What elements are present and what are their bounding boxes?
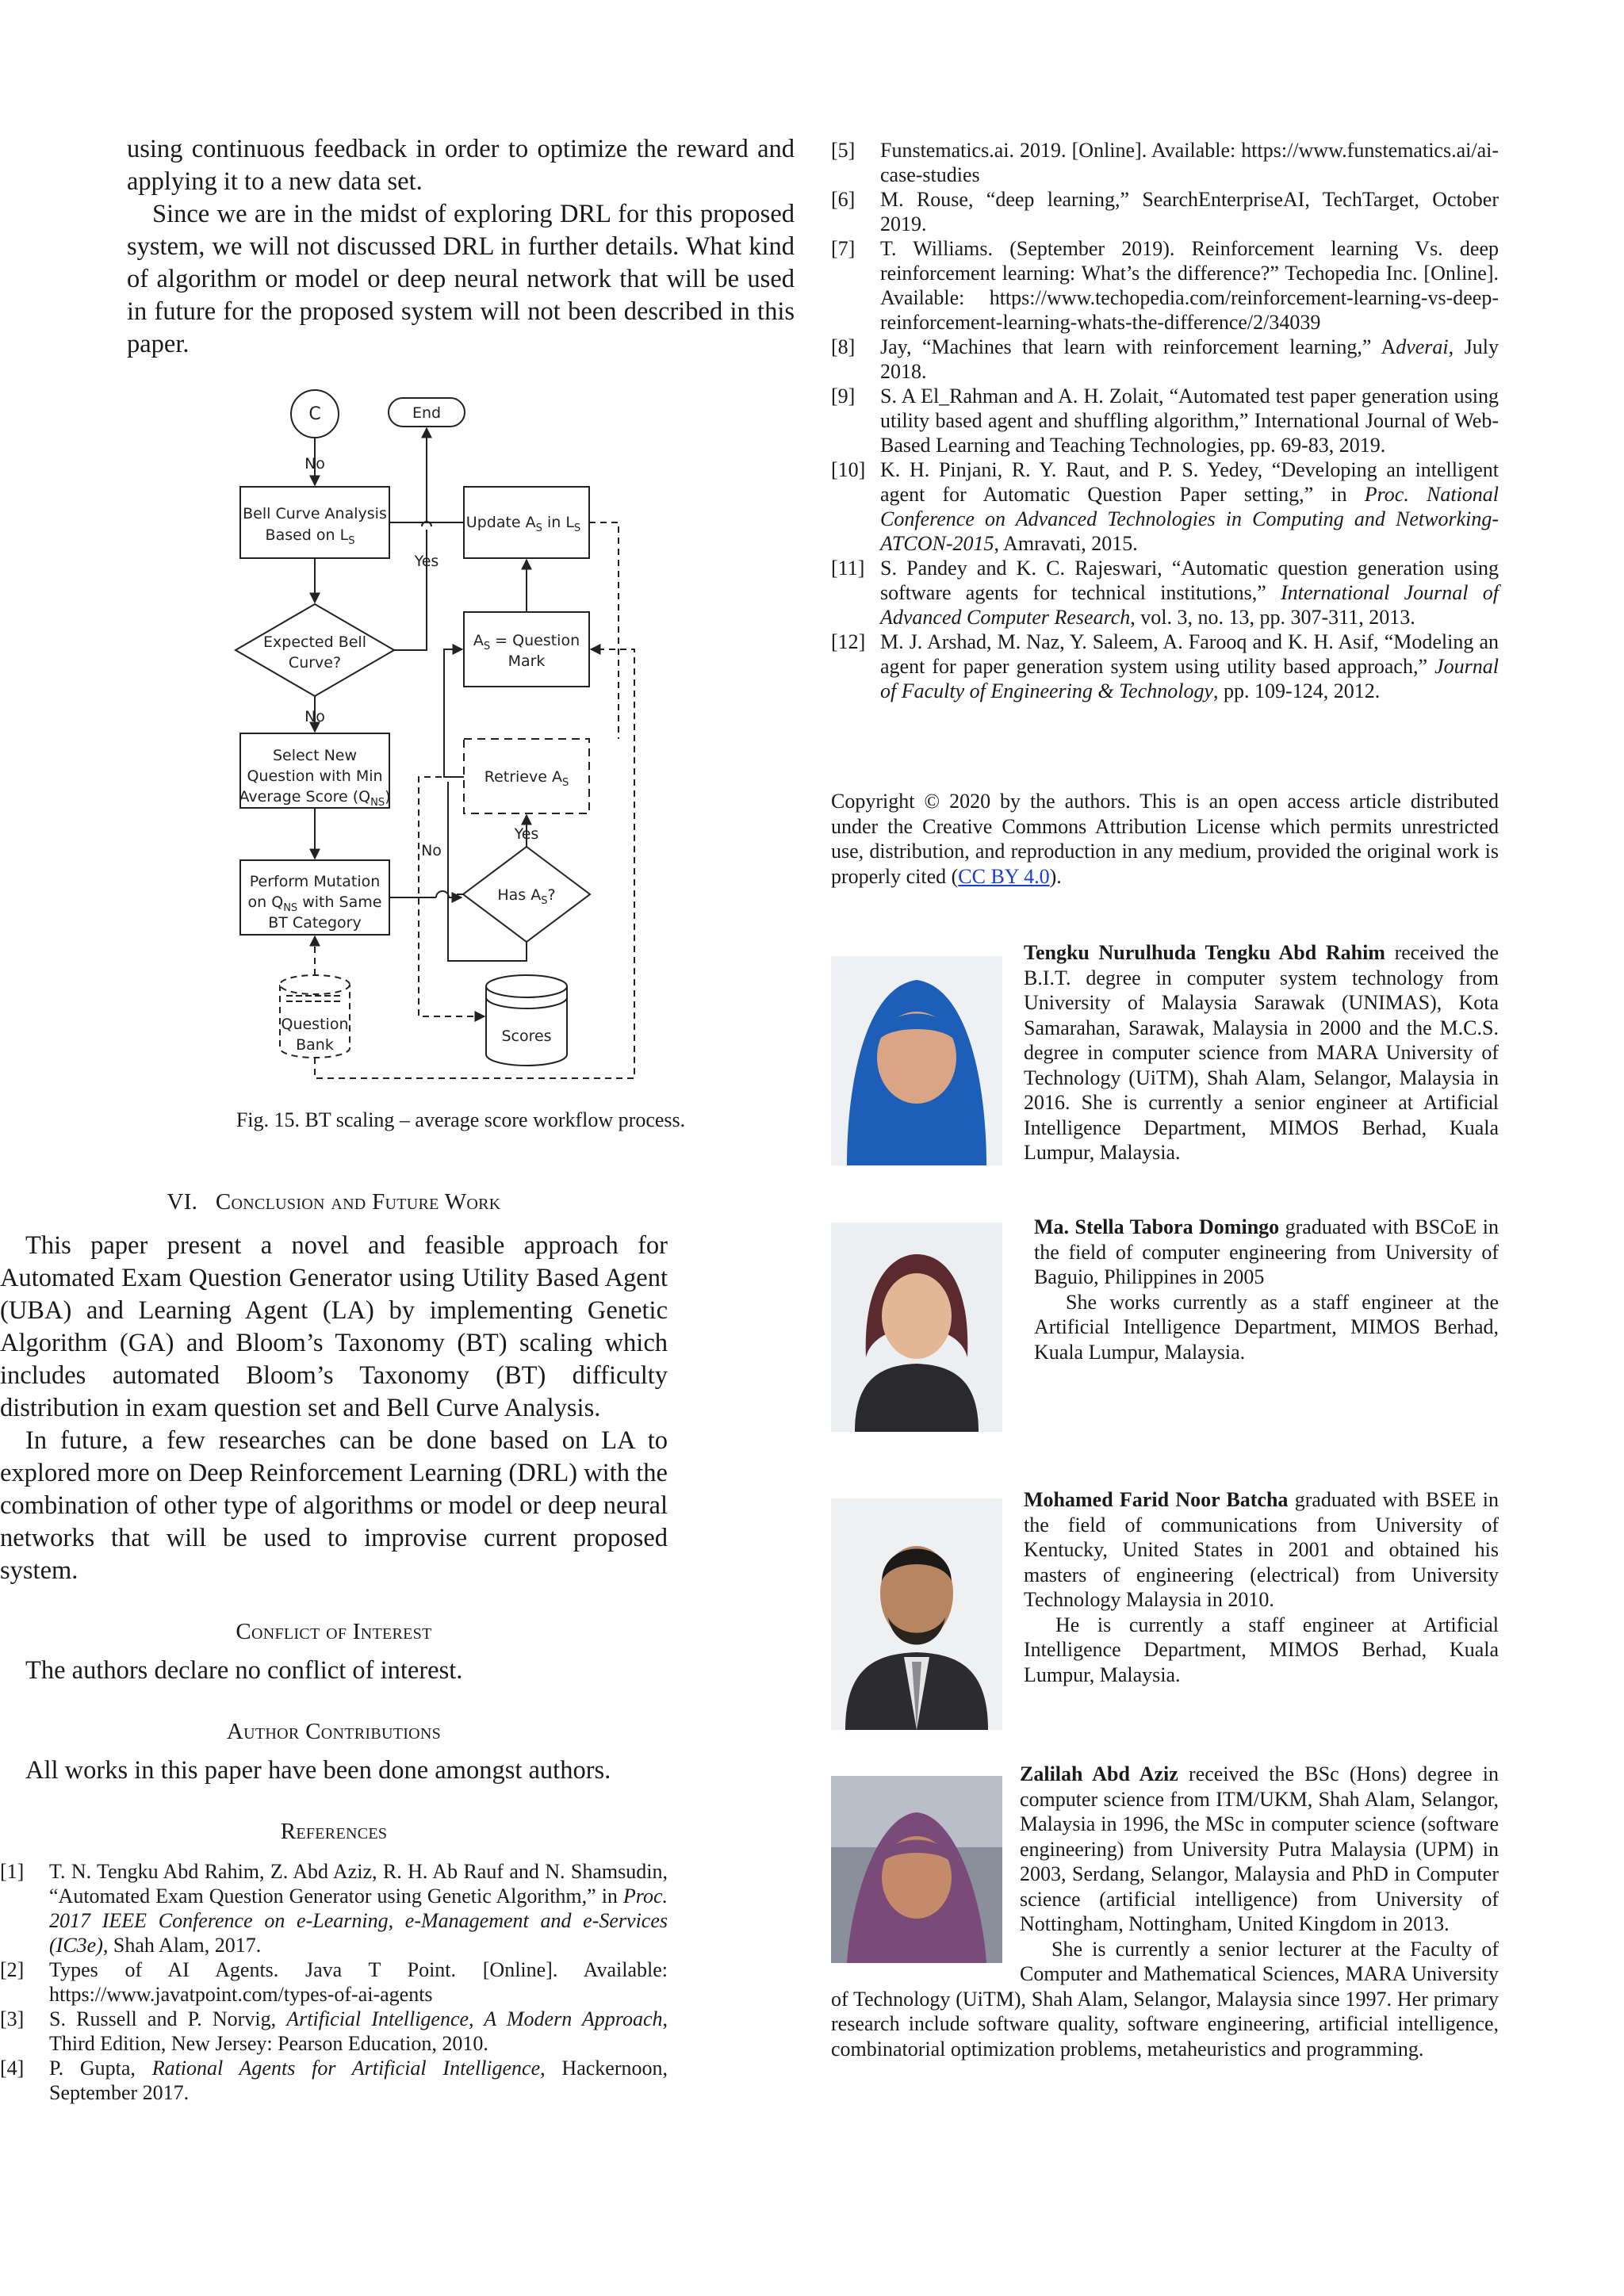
workflow-diagram: [127, 382, 795, 1096]
left-column: [127, 133, 795, 361]
update-label: Update $A_S$ in $L_S$: [465, 514, 581, 534]
expected-label-2: Curve?: [288, 654, 342, 672]
select-label-1: Select New: [272, 747, 358, 764]
contributions-heading: Author Contributions: [226, 1719, 442, 1744]
as-question-label-2: Mark: [508, 652, 546, 670]
bell-curve-analysis-box: [240, 487, 389, 558]
reference-text: S. Pandey and K. C. Rajeswari, “Automatic question generation using software agents for technical institutions,” International Journal of Advanced Computer Research, vol. 3, no. 13, pp. 307-311, 2013.: [880, 557, 1499, 629]
mutation-label-1: Perform Mutation: [249, 873, 381, 890]
reference-number: [3]: [0, 2007, 25, 2030]
reference-item: [831, 384, 1499, 457]
intro-paragraph-1: using continuous feedback in order to optimize the reward and applying it to a new data set.: [127, 135, 795, 196]
mutation-label-3: BT Category: [268, 914, 362, 932]
edge-label-no-mid: No: [304, 708, 325, 725]
author-bio-4: [831, 1762, 1499, 2061]
workflow-figure: [127, 382, 795, 1096]
edge-label-no-top: No: [304, 455, 325, 473]
as-question-mark-box: [464, 612, 589, 687]
reference-number: [1]: [0, 1860, 25, 1883]
author-photo-4: [831, 1776, 1002, 1963]
conclusion-heading: VI. Conclusion and Future Work: [167, 1189, 501, 1215]
reference-item: [0, 1859, 668, 1957]
reference-number: [10]: [831, 458, 866, 481]
reference-item: [831, 556, 1499, 629]
copyright-text: Copyright © 2020 by the authors. This is an open access article distributed under the Creative Commons Attribution License which permits unrestricted use, distribution, and reproduction in any medium, provided the original work is properly cited (CC BY 4.0).: [831, 790, 1499, 888]
scores-label: Scores: [501, 1027, 552, 1045]
reference-item: [831, 629, 1499, 703]
bell-curve-label-2: Based on $L_S$: [265, 526, 355, 547]
author-bio-3-text: Mohamed Farid Noor Batcha graduated with BSEE in the field of communications from University of Kentucky, United States in 2001 and obtained his masters of engineering (electrical) from University Technology Malaysia in 2010. He is currently a staff engineer at Artificial Intelligence Department, MIMOS Berhad, Kuala Lumpur, Malaysia.: [1024, 1488, 1499, 1686]
left-column-lower: [0, 1189, 668, 2105]
right-column: [831, 138, 1499, 703]
reference-number: [6]: [831, 188, 856, 211]
edge-label-yes-has: Yes: [514, 825, 539, 843]
author-bio-4-text: Zalilah Abd Aziz received the BSc (Hons) degree in computer science from ITM/UKM, Shah Alam, Selangor, Malaysia in 1996, the MSc in computer science (software engineering) from University Putra Malaysia (UPM) in 2003, Serdang, Selangor, Malaysia and PhD in Computer science (artificial intelligence) from University of Nottingham, Nottingham, United Kingdom in 2013. She is currently a senior lecturer at the Faculty of Computer and Mathematical Sciences, MARA University of Technology (UiTM), Shah Alam, Selangor, Malaysia since 1997. Her primary research include software quality, software engineering, artificial intelligence, combinatorial optimization problems, metaheuristics and programming.: [831, 1762, 1499, 2061]
reference-number: [12]: [831, 630, 866, 653]
reference-text: P. Gupta, Rational Agents for Artificial Intelligence, Hackernoon, September 2017.: [49, 2057, 668, 2104]
author-bio-2: [831, 1215, 1499, 1364]
expected-label-1: Expected Bell: [263, 633, 366, 651]
mutation-label-2: on $Q_{NS}$ with Same: [247, 894, 382, 914]
reference-number: [8]: [831, 335, 856, 358]
reference-item: [831, 236, 1499, 335]
reference-number: [2]: [0, 1958, 25, 1981]
reference-number: [7]: [831, 237, 856, 260]
reference-text: S. Russell and P. Norvig, Artificial Intelligence, A Modern Approach, Third Edition, New Jersey: Pearson Education, 2010.: [49, 2007, 668, 2055]
end-label: End: [412, 404, 442, 422]
author-bio-1: [831, 940, 1499, 1165]
reference-item: [831, 335, 1499, 384]
reference-text: Types of AI Agents. Java T Point. [Online]. Available: https://www.javatpoint.com/types-of-ai-agents: [49, 1958, 668, 2006]
references-heading: References: [280, 1819, 388, 1844]
copyright-block: [831, 789, 1499, 889]
author-photo-3: [831, 1498, 1002, 1730]
reference-text: Jay, “Machines that learn with reinforcement learning,” Adverai, July 2018.: [880, 335, 1499, 383]
reference-text: M. J. Arshad, M. Naz, Y. Saleem, A. Farooq and K. H. Asif, “Modeling an agent for paper generation system using utility based approach,” Journal of Faculty of Engineering & Technology, pp. 109-124, 2012.: [880, 630, 1499, 702]
author-photo-1: [831, 956, 1002, 1165]
edge-label-no-has: No: [421, 842, 442, 859]
reference-item: [831, 457, 1499, 556]
reference-text: K. H. Pinjani, R. Y. Raut, and P. S. Yedey, “Developing an intelligent agent for Automatic Question Paper setting,” in Proc. National Conference on Advanced Technologies in Computing and Networking-ATCON-2015, Amravati, 2015.: [880, 458, 1499, 555]
conflict-heading: Conflict of Interest: [236, 1619, 432, 1644]
figure-caption: Fig. 15. BT scaling – average score workflow process.: [236, 1108, 686, 1131]
reference-item: [0, 2007, 668, 2056]
contributions-text: All works in this paper have been done amongst authors.: [25, 1756, 611, 1785]
reference-number: [11]: [831, 557, 865, 580]
author-bio-2-text: Ma. Stella Tabora Domingo graduated with BSCoE in the field of computer engineering from University of Baguio, Philippines in 2005 She works currently as a staff engineer at the Artificial Intelligence Department, MIMOS Berhad, Kuala Lumpur, Malaysia.: [1034, 1215, 1499, 1364]
conflict-text: The authors declare no conflict of interest.: [25, 1656, 463, 1685]
retrieve-label: Retrieve $A_S$: [484, 768, 569, 789]
reference-number: [4]: [0, 2057, 25, 2080]
author-photo-2: [831, 1223, 1002, 1432]
question-bank-label-1: Question: [281, 1016, 349, 1033]
reference-number: [9]: [831, 385, 856, 408]
edge-label-yes-mid: Yes: [414, 553, 439, 570]
connector-label: C: [308, 404, 321, 424]
conclusion-paragraph-1: This paper present a novel and feasible approach for Automated Exam Question Generator using Utility Based Agent (UBA) and Learning Agent (LA) by implementing Genetic Algorithm (GA) and Bloom’s Taxonomy (BT) scaling which includes automated Bloom’s Taxonomy (BT) difficulty distribution in exam question set and Bell Curve Analysis.: [0, 1231, 668, 1422]
author-bio-1-text: Tengku Nurulhuda Tengku Abd Rahim received the B.I.T. degree in computer system technology from University of Malaysia Sarawak (UNIMAS), Kota Samarahan, Sarawak, Malaysia in 2000 and the M.C.S. degree in computer science from MARA University of Technology (UiTM), Shah Alam, Selangor, Malaysia in 2016. She is currently a senior engineer at Artificial Intelligence Department, MIMOS Berhad, Kuala Lumpur, Malaysia.: [1024, 941, 1500, 1164]
reference-text: Funstematics.ai. 2019. [Online]. Available: https://www.funstematics.ai/ai-case-studies: [880, 139, 1499, 186]
as-question-label-1: $A_S$ = Question: [473, 632, 580, 652]
reference-text: T. N. Tengku Abd Rahim, Z. Abd Aziz, R. H. Ab Rauf and N. Shamsudin, “Automated Exam Question Generator using Genetic Algorithm,” in Proc. 2017 IEEE Conference on e-Learning, e-Management and e-Services (IC3e), Shah Alam, 2017.: [49, 1860, 668, 1957]
reference-item: [0, 1957, 668, 2007]
reference-number: [5]: [831, 139, 856, 162]
references-list-left: [0, 1859, 668, 2105]
reference-text: S. A El_Rahman and A. H. Zolait, “Automated test paper generation using utility based agent and shuffling algorithm,” International Journal of Web-Based Learning and Teaching Technologies, pp. 69-83, 2019.: [880, 385, 1499, 457]
bell-curve-label-1: Bell Curve Analysis: [243, 505, 387, 522]
question-bank-label-2: Bank: [296, 1036, 334, 1054]
conclusion-paragraph-2: In future, a few researches can be done based on LA to explored more on Deep Reinforcement Learning (DRL) with the combination of other type of algorithms or model or deep neural networks that will be used to improvise current proposed system.: [0, 1426, 668, 1585]
reference-item: [0, 2056, 668, 2105]
reference-text: M. Rouse, “deep learning,” SearchEnterpriseAI, TechTarget, October 2019.: [880, 188, 1499, 235]
references-list-right: [831, 138, 1499, 703]
reference-item: [831, 187, 1499, 236]
author-bio-3: [831, 1487, 1499, 1687]
select-label-3: Average Score $(Q_{NS})$: [239, 788, 391, 809]
select-label-2: Question with Min: [247, 767, 383, 785]
reference-item: [831, 138, 1499, 187]
cc-by-link[interactable]: CC BY 4.0: [958, 864, 1050, 888]
has-as-label: Has $A_S$?: [497, 886, 556, 907]
intro-paragraph-2: Since we are in the midst of exploring DRL for this proposed system, we will not discussed DRL in further details. What kind of algorithm or model or deep neural network that will be used in future for the proposed system will not been described in this paper.: [127, 200, 795, 358]
reference-text: T. Williams. (September 2019). Reinforcement learning Vs. deep reinforcement learning: What’s the difference?” Techopedia Inc. [Online]. Available: https://www.techopedia.com/reinforcement-learning-vs-deep-reinforcement-learning-whats-the-difference/2/34039: [880, 237, 1499, 334]
